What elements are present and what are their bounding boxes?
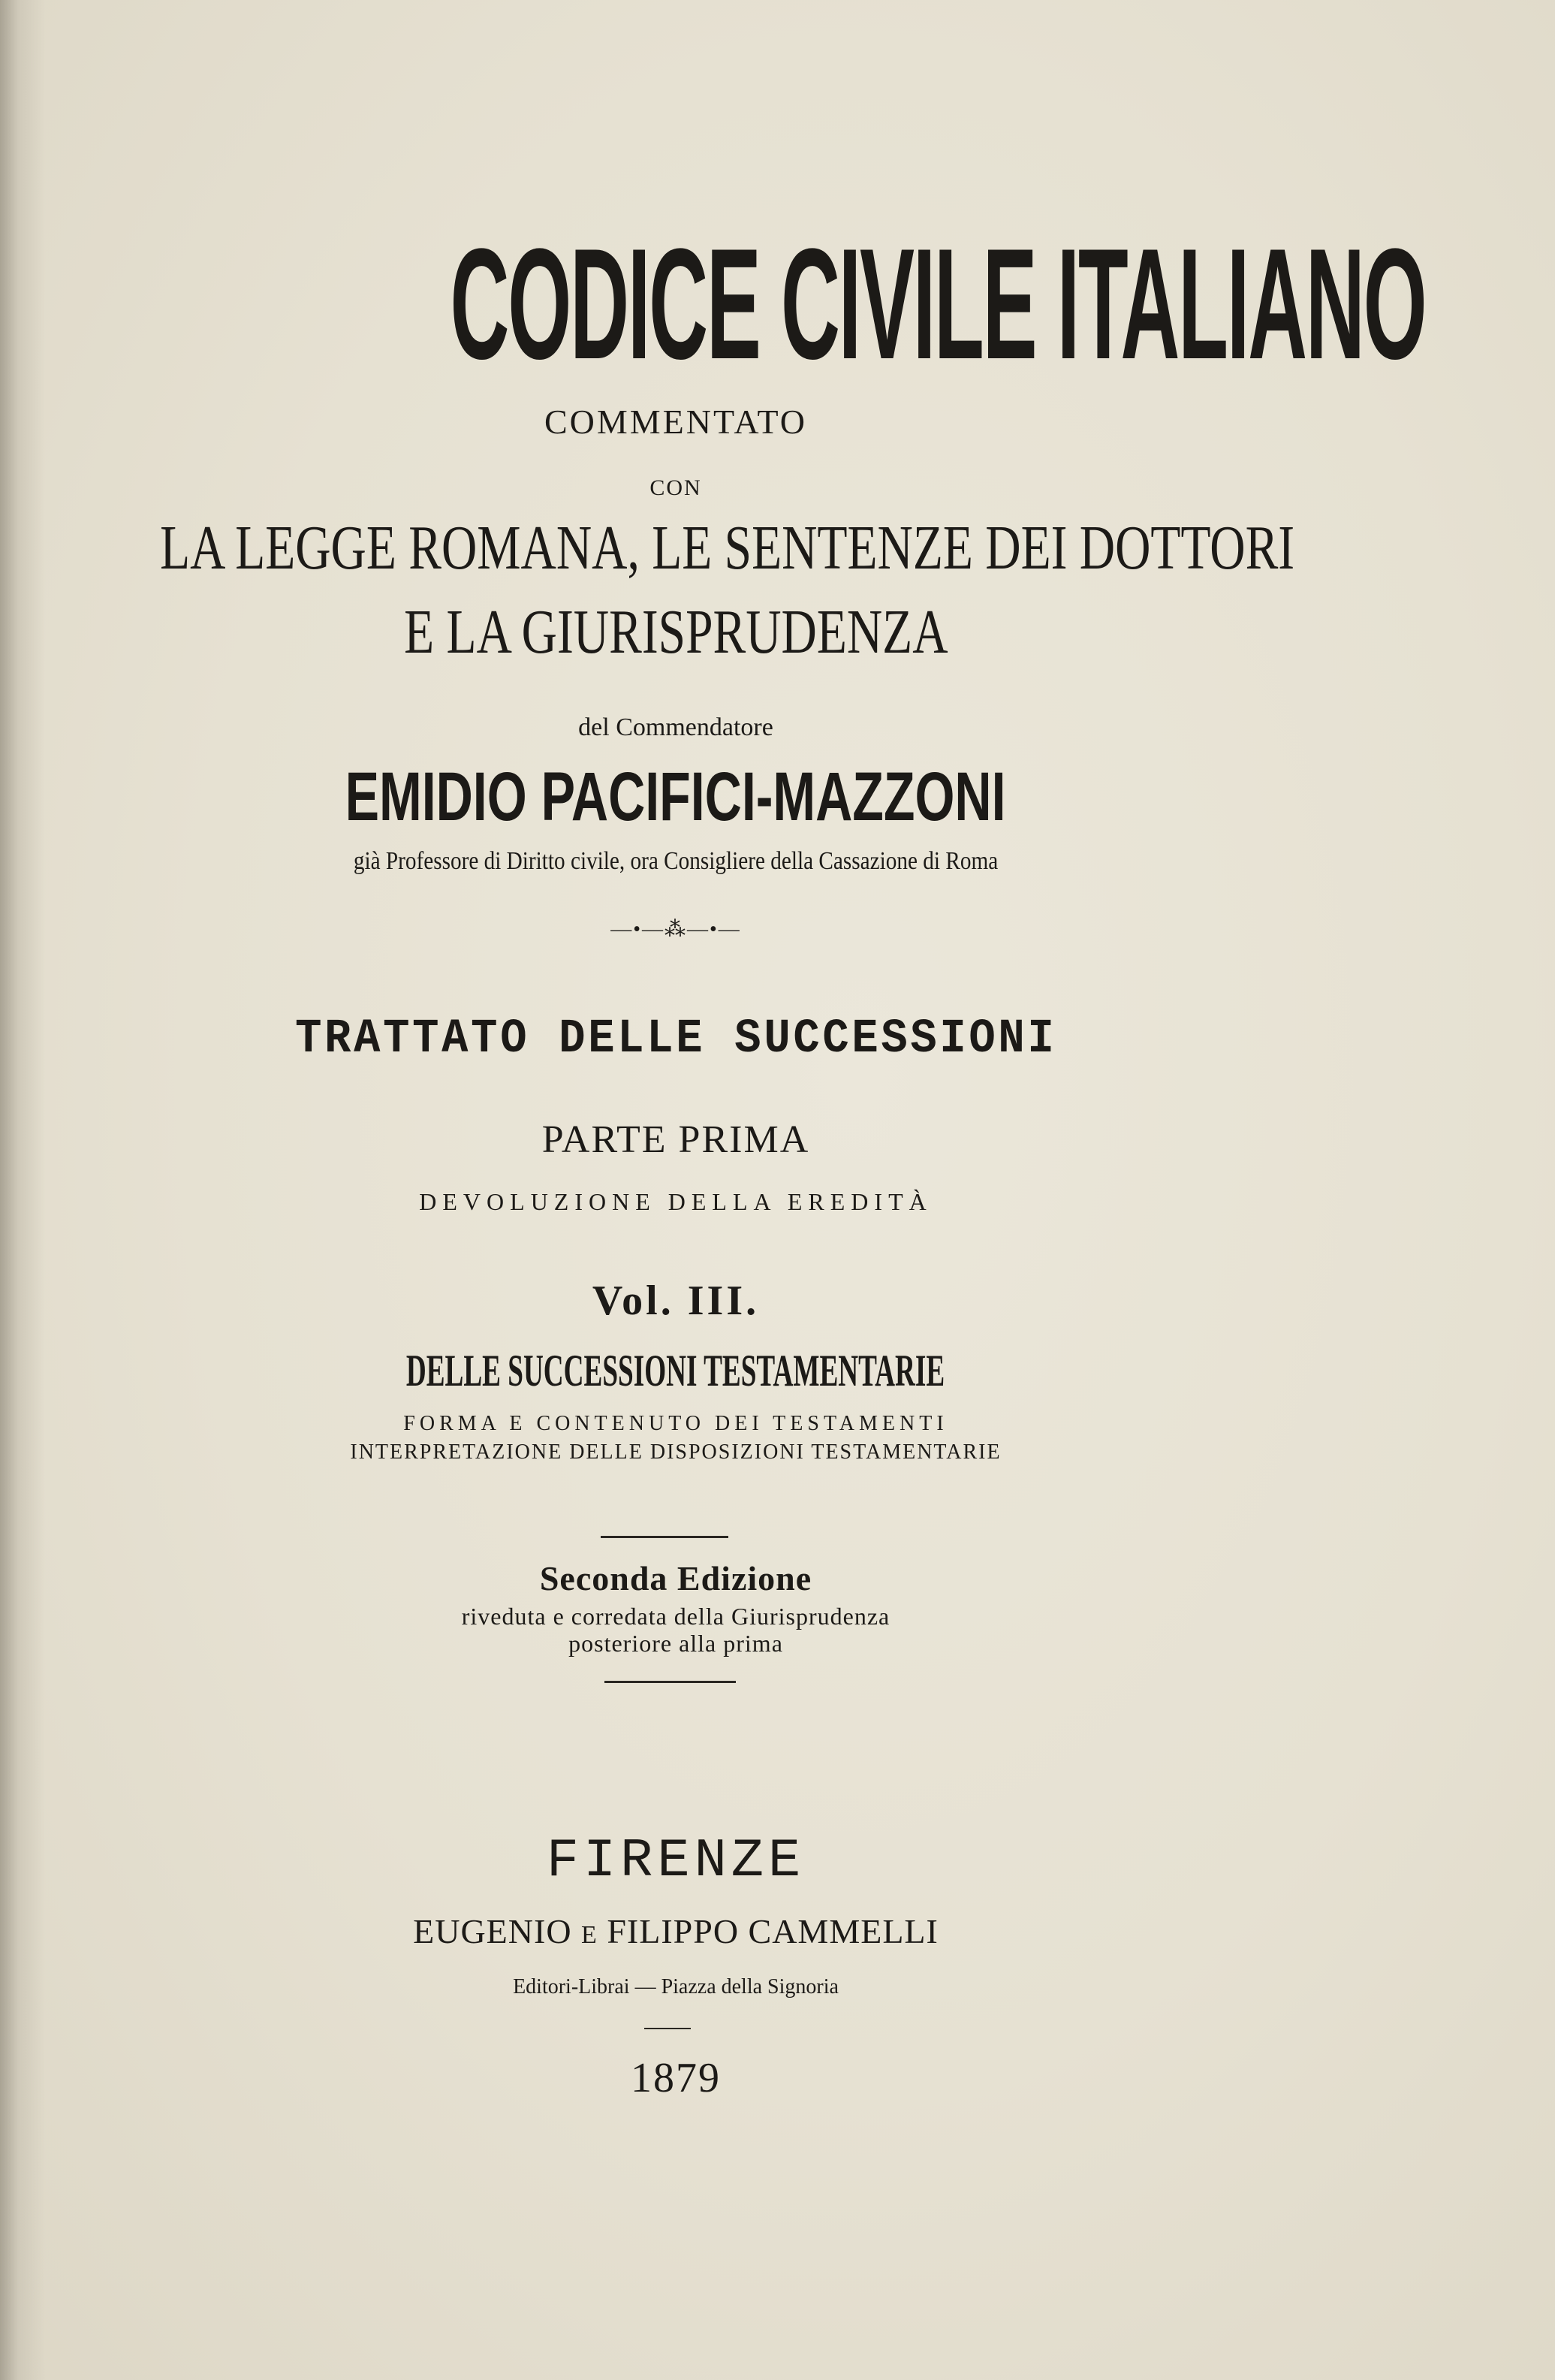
ornament-divider: —•—⁂—•— — [610, 918, 741, 941]
publisher-address: Editori-Librai — Piazza della Signoria — [513, 1975, 839, 1998]
volume-topic-1: FORMA E CONTENUTO DEI TESTAMENTI — [403, 1412, 948, 1435]
volume-number: Vol. III. — [592, 1277, 760, 1324]
commentato-label: COMMENTATO — [544, 403, 808, 441]
subtitle-line-1: LA LEGGE ROMANA, LE SENTENZE DEI DOTTORI — [160, 513, 1295, 583]
part-subtitle: DEVOLUZIONE DELLA EREDITÀ — [419, 1188, 933, 1215]
publisher-name: EUGENIO E FILIPPO CAMMELLI — [413, 1912, 939, 1950]
publication-year: 1879 — [631, 2055, 721, 2101]
author-role: già Professore di Diritto civile, ora Consigliere della Cassazione di Roma — [353, 847, 999, 875]
part-label: PARTE PRIMA — [541, 1118, 810, 1161]
publication-city: FIRENZE — [546, 1830, 806, 1892]
edition-label: Seconda Edizione — [539, 1559, 812, 1597]
edition-note-2: posteriore alla prima — [568, 1630, 783, 1657]
book-title: CODICE CIVILE ITALIANO — [450, 216, 1426, 392]
con-label: CON — [649, 475, 702, 500]
year-rule — [644, 2028, 691, 2029]
edition-note-1: riveduta e corredata della Giurisprudenza — [461, 1603, 891, 1630]
edition-rule-bottom — [604, 1681, 736, 1683]
edition-rule-top — [601, 1536, 728, 1538]
subtitle-line-2: E LA GIURISPRUDENZA — [403, 597, 948, 667]
volume-title: DELLE SUCCESSIONI TESTAMENTARIE — [406, 1346, 945, 1395]
author-prefix: del Commendatore — [578, 713, 773, 741]
treatise-title: TRATTATO DELLE SUCCESSIONI — [294, 1012, 1057, 1066]
author-name: EMIDIO PACIFICI-MAZZONI — [345, 759, 1006, 835]
volume-topic-2: INTERPRETAZIONE DELLE DISPOSIZIONI TESTAMENTARIE — [350, 1440, 1002, 1464]
